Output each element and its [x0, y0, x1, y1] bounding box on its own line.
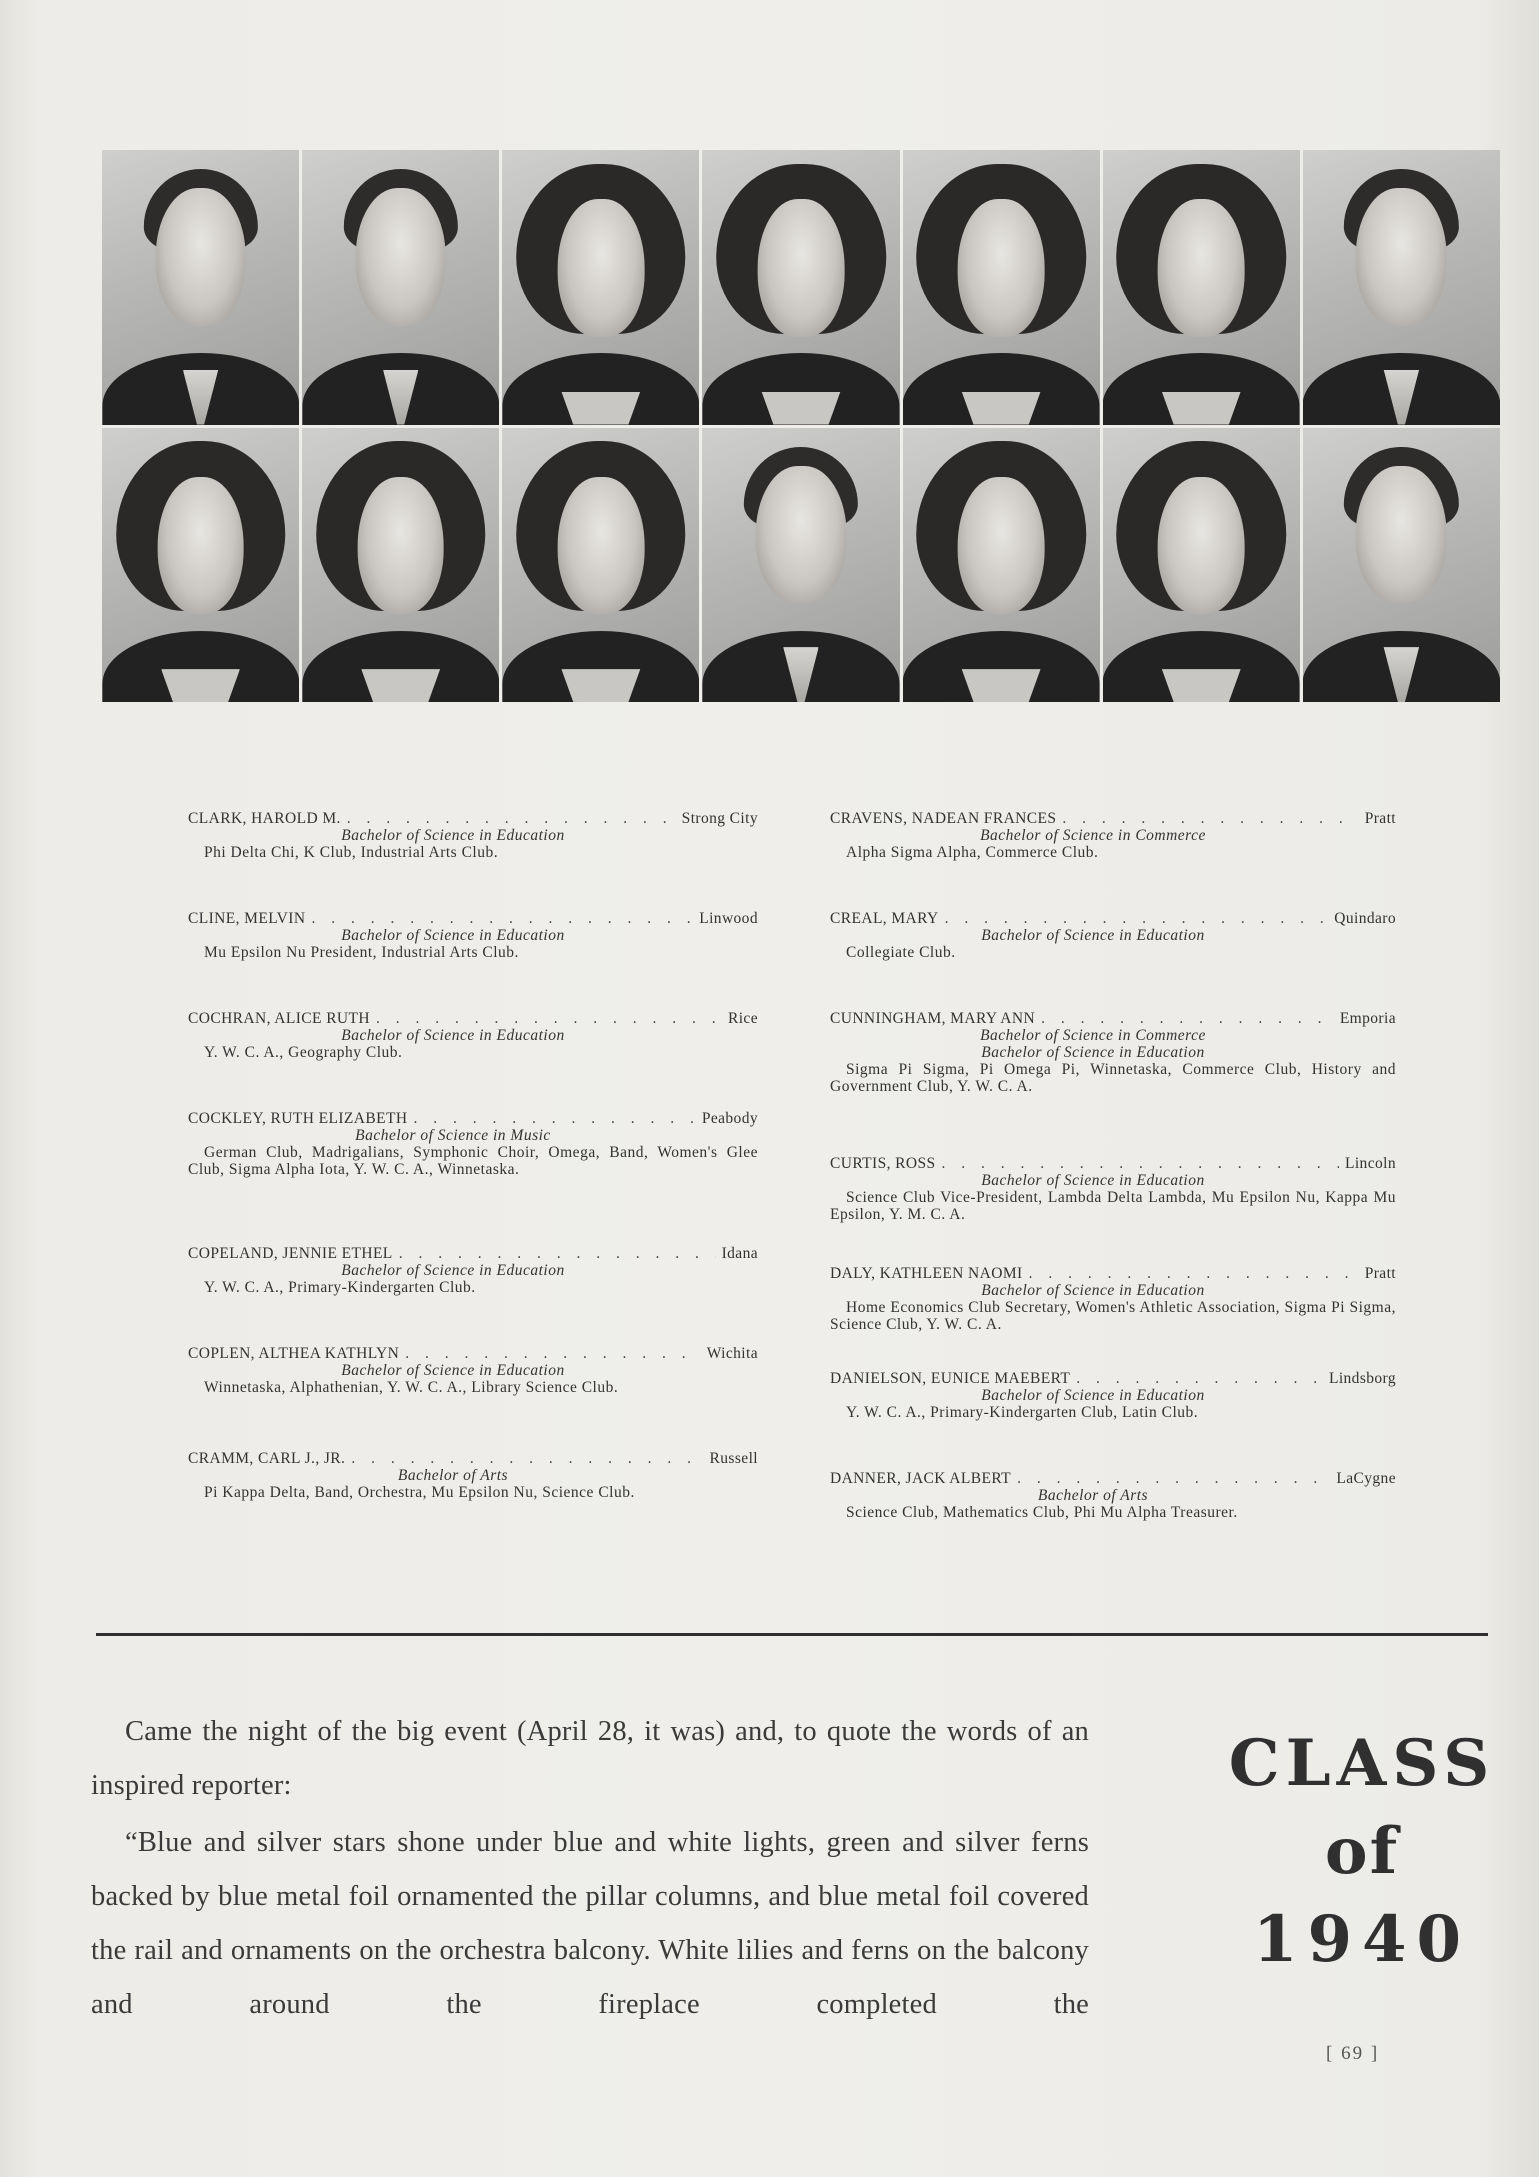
- activities: Alpha Sigma Alpha, Commerce Club.: [846, 844, 1099, 861]
- student-name: CRAVENS, NADEAN FRANCES: [830, 810, 1057, 827]
- portrait-photo: [1103, 428, 1300, 703]
- leader-dots: [1041, 1010, 1334, 1027]
- leader-dots: [413, 1110, 695, 1127]
- student-name: COPELAND, JENNIE ETHEL: [188, 1245, 393, 1262]
- portrait-photo: [502, 428, 699, 703]
- narrative-paragraph-2: “Blue and silver stars shone under blue and white lights, green and silver ferns backed by blue metal foil ornamented the pillar columns, and blue metal foil covered the rail and ornaments on the orchestra balcony. White lilies and ferns on the balcony and around the fireplace completed the: [91, 1827, 1089, 2020]
- activities: Y. W. C. A., Geography Club.: [204, 1044, 403, 1061]
- student-name: DANIELSON, EUNICE MAEBERT: [830, 1370, 1071, 1387]
- activities: German Club, Madrigalians, Symphonic Choir, Omega, Band, Women's Glee Club, Sigma Alpha Iota, Y. W. C. A., Winnetaska.: [188, 1144, 758, 1178]
- portrait-photo: [1103, 150, 1300, 425]
- leader-dots: [347, 810, 676, 827]
- hometown: Peabody: [701, 1110, 758, 1127]
- degree: Bachelor of Science in Commerce: [980, 827, 1206, 844]
- degree: Bachelor of Science in Education: [341, 1027, 565, 1044]
- class-title-line-1: CLASS: [1228, 1726, 1496, 1801]
- student-name: CRAMM, CARL J., JR.: [188, 1450, 346, 1467]
- portrait-photo: [102, 428, 299, 703]
- student-name: COPLEN, ALTHEA KATHLYN: [188, 1345, 400, 1362]
- hometown: Russell: [709, 1450, 758, 1467]
- activities: Science Club, Mathematics Club, Phi Mu Alpha Treasurer.: [846, 1504, 1238, 1521]
- student-name: CUNNINGHAM, MARY ANN: [830, 1010, 1036, 1027]
- senior-entry: [830, 1265, 1396, 1333]
- hometown: Strong City: [681, 810, 758, 827]
- student-name: CLINE, MELVIN: [188, 910, 306, 927]
- portrait-photo: [302, 428, 499, 703]
- activities: Collegiate Club.: [846, 944, 956, 961]
- leader-dots: [1062, 810, 1358, 827]
- student-name: COCHRAN, ALICE RUTH: [188, 1010, 370, 1027]
- degree: Bachelor of Arts: [1037, 1487, 1149, 1504]
- senior-entry: [830, 1470, 1396, 1521]
- student-name: DALY, KATHLEEN NAOMI: [830, 1265, 1023, 1282]
- senior-entry: [188, 1110, 758, 1178]
- activities: Y. W. C. A., Primary-Kindergarten Club.: [204, 1279, 476, 1296]
- degree: Bachelor of Science in Education: [981, 1282, 1205, 1299]
- hometown: Wichita: [706, 1345, 758, 1362]
- senior-entry: [830, 810, 1396, 861]
- senior-entry: [188, 1450, 758, 1501]
- narrative-text: [91, 1705, 1089, 2035]
- leader-dots: [376, 1010, 722, 1027]
- degree: Bachelor of Science in Music: [355, 1127, 551, 1144]
- senior-entry: [830, 1370, 1396, 1421]
- leader-dots: [311, 910, 693, 927]
- hometown: Emporia: [1339, 1010, 1396, 1027]
- degree: Bachelor of Science in Commerce: [980, 1027, 1206, 1044]
- student-name: COCKLEY, RUTH ELIZABETH: [188, 1110, 408, 1127]
- class-of-1940-heading: [1222, 1720, 1502, 1984]
- narrative-paragraph-1: Came the night of the big event (April 28, it was) and, to quote the words of an inspired reporter:: [91, 1716, 1089, 1801]
- degree: Bachelor of Science in Education: [981, 1172, 1205, 1189]
- leader-dots: [405, 1345, 701, 1362]
- activities: Y. W. C. A., Primary-Kindergarten Club, Latin Club.: [846, 1404, 1199, 1421]
- portrait-photo: [502, 150, 699, 425]
- portrait-photo: [702, 150, 899, 425]
- hometown: Lindsborg: [1328, 1370, 1396, 1387]
- senior-entry: [830, 1010, 1396, 1095]
- portrait-photo: [1303, 428, 1500, 703]
- leader-dots: [1076, 1370, 1323, 1387]
- leader-dots: [399, 1245, 716, 1262]
- degree: Bachelor of Science in Education: [981, 927, 1205, 944]
- senior-entry: [188, 810, 758, 861]
- hometown: Quindaro: [1334, 910, 1396, 927]
- portrait-photo: [1303, 150, 1500, 425]
- activities: Winnetaska, Alphathenian, Y. W. C. A., Library Science Club.: [204, 1379, 619, 1396]
- degree: Bachelor of Science in Education: [341, 827, 565, 844]
- degree: Bachelor of Science in Education: [341, 1262, 565, 1279]
- page-number: [ 69 ]: [1326, 2043, 1380, 2064]
- portrait-photo: [903, 428, 1100, 703]
- hometown: Pratt: [1364, 1265, 1396, 1282]
- portrait-grid: [102, 150, 1500, 702]
- degree: Bachelor of Science in Education: [341, 1362, 565, 1379]
- senior-entry: [188, 910, 758, 961]
- degree: Bachelor of Arts: [397, 1467, 509, 1484]
- portrait-photo: [903, 150, 1100, 425]
- activities: Mu Epsilon Nu President, Industrial Arts Club.: [204, 944, 519, 961]
- activities: Home Economics Club Secretary, Women's Athletic Association, Sigma Pi Sigma, Science Club, Y. W. C. A.: [830, 1299, 1396, 1333]
- portrait-photo: [302, 150, 499, 425]
- portrait-photo: [702, 428, 899, 703]
- senior-entry: [830, 1155, 1396, 1223]
- hometown: Rice: [727, 1010, 758, 1027]
- hometown: Linwood: [699, 910, 758, 927]
- leader-dots: [945, 910, 1329, 927]
- class-title-line-3: 1940: [1252, 1902, 1472, 1977]
- student-name: CURTIS, ROSS: [830, 1155, 936, 1172]
- class-title-line-2: of: [1324, 1814, 1400, 1889]
- leader-dots: [1017, 1470, 1330, 1487]
- student-name: CREAL, MARY: [830, 910, 939, 927]
- activities: Science Club Vice-President, Lambda Delta Lambda, Mu Epsilon Nu, Kappa Mu Epsilon, Y. M. C. A.: [830, 1189, 1396, 1223]
- activities: Sigma Pi Sigma, Pi Omega Pi, Winnetaska, Commerce Club, History and Government Club, Y. W. C. A.: [830, 1061, 1396, 1095]
- senior-entry: [188, 1245, 758, 1296]
- leader-dots: [942, 1155, 1339, 1172]
- hometown: Lincoln: [1344, 1155, 1396, 1172]
- student-name: CLARK, HAROLD M.: [188, 810, 341, 827]
- senior-entry: [188, 1345, 758, 1396]
- degree: Bachelor of Science in Education: [341, 927, 565, 944]
- senior-entry: [188, 1010, 758, 1061]
- leader-dots: [351, 1450, 703, 1467]
- degree: Bachelor of Science in Education: [981, 1387, 1205, 1404]
- hometown: LaCygne: [1336, 1470, 1396, 1487]
- leader-dots: [1029, 1265, 1359, 1282]
- senior-entry: [830, 910, 1396, 961]
- section-divider: [96, 1633, 1488, 1636]
- hometown: Pratt: [1364, 810, 1396, 827]
- portrait-photo: [102, 150, 299, 425]
- activities: Phi Delta Chi, K Club, Industrial Arts Club.: [204, 844, 499, 861]
- hometown: Idana: [721, 1245, 758, 1262]
- student-name: DANNER, JACK ALBERT: [830, 1470, 1012, 1487]
- activities: Pi Kappa Delta, Band, Orchestra, Mu Epsilon Nu, Science Club.: [204, 1484, 635, 1501]
- degree: Bachelor of Science in Education: [981, 1044, 1205, 1061]
